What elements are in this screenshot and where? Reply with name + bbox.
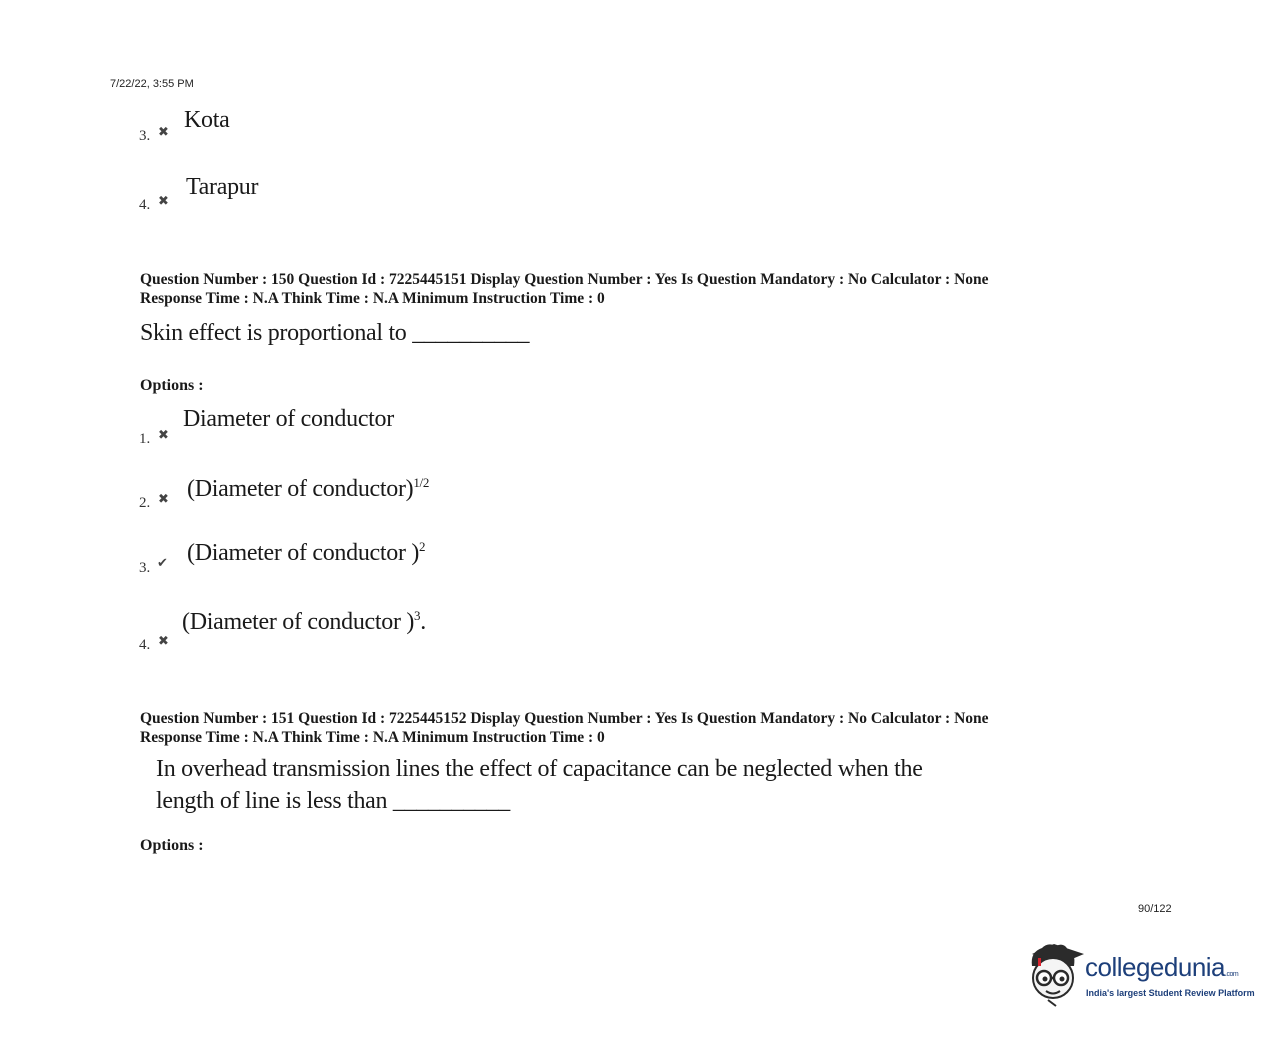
- question-meta-line2: Response Time : N.A Think Time : N.A Minimum Instruction Time : 0: [140, 729, 605, 746]
- logo-wordmark: collegedunia.com: [1085, 952, 1239, 982]
- print-timestamp: 7/22/22, 3:55 PM: [110, 78, 194, 90]
- option-number: 1.: [139, 431, 151, 447]
- option-number: 2.: [139, 495, 151, 511]
- question-meta-line2: Response Time : N.A Think Time : N.A Minimum Instruction Time : 0: [140, 290, 605, 307]
- option-number: 3.: [139, 128, 151, 144]
- page-number: 90/122: [1138, 903, 1172, 915]
- question-text-line2: length of line is less than __________: [156, 788, 510, 814]
- cross-icon: ✖: [158, 428, 169, 443]
- question-meta-line1: Question Number : 150 Question Id : 7225445151 Display Question Number : Yes Is Question Mandatory : No Calculator : None: [140, 271, 989, 288]
- option-number: 4.: [139, 637, 151, 653]
- option-text: (Diameter of conductor )$^3$.: [182, 608, 426, 635]
- cross-icon: ✖: [158, 125, 169, 140]
- logo-tagline: India's largest Student Review Platform: [1086, 988, 1255, 998]
- option-superscript: 1/2: [413, 475, 430, 490]
- question-text-line1: In overhead transmission lines the effect of capacitance can be neglected when the: [156, 756, 923, 782]
- question-meta-line1: Question Number : 151 Question Id : 7225445152 Display Question Number : Yes Is Question Mandatory : No Calculator : None: [140, 710, 989, 727]
- option-text: Diameter of conductor: [183, 406, 394, 432]
- cross-icon: ✖: [158, 194, 169, 209]
- option-text: Kota: [184, 107, 230, 133]
- option-text: (Diameter of conductor)$^{1/2}$: [187, 475, 430, 502]
- options-label: Options :: [140, 837, 204, 854]
- option-superscript: 2: [419, 539, 426, 554]
- question-text: Skin effect is proportional to __________: [140, 320, 530, 346]
- option-superscript: 3: [414, 608, 421, 623]
- collegedunia-logo: [1024, 940, 1254, 1010]
- option-text: (Diameter of conductor )$^2$: [187, 539, 426, 566]
- option-number: 3.: [139, 560, 151, 576]
- check-icon: ✔: [157, 556, 168, 571]
- mascot-icon: [1024, 940, 1086, 1008]
- option-text: Tarapur: [186, 174, 259, 200]
- option-number: 4.: [139, 197, 151, 213]
- cross-icon: ✖: [158, 634, 169, 649]
- cross-icon: ✖: [158, 492, 169, 507]
- options-label: Options :: [140, 377, 204, 394]
